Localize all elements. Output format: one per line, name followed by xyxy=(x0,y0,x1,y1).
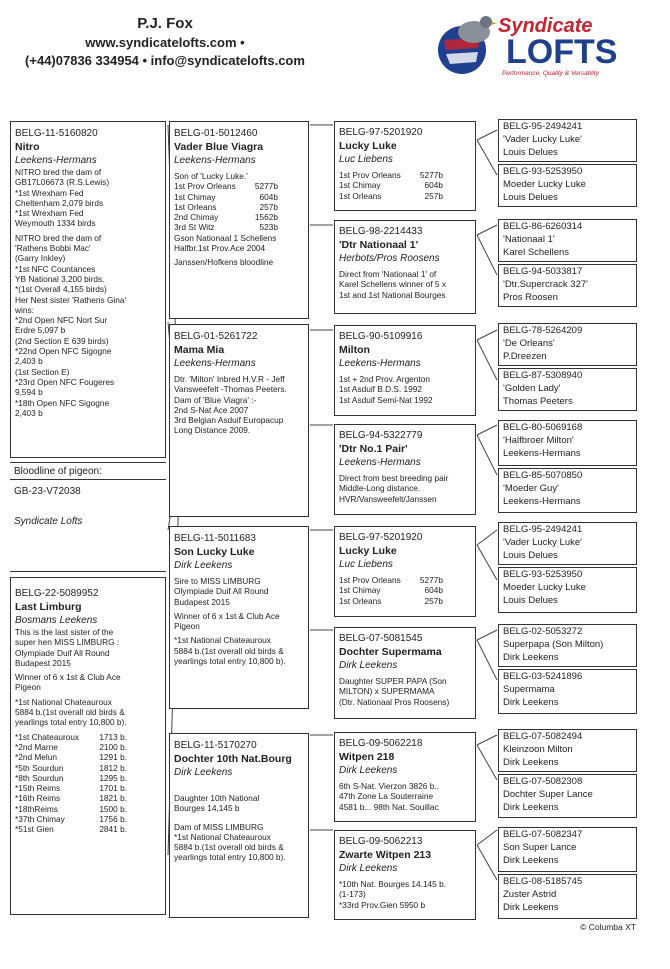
pigeon-name: Moeder Lucky Luke xyxy=(503,582,586,593)
result-row: *2nd Melun 1291 b. xyxy=(15,752,127,763)
breeder: Dirk Leekens xyxy=(503,902,559,913)
result-row: 1st Orleans 257b xyxy=(339,190,443,201)
results-list xyxy=(170,181,282,232)
result-row: 1st Prov Orleans 5277b xyxy=(339,170,443,180)
ring-number: BELG-97-5201920 xyxy=(339,127,423,138)
logo-tagline: Performance, Quality & Versatility xyxy=(502,70,599,77)
ring-number: BELG-95-2494241 xyxy=(503,524,583,535)
description: NITRO bred the dam of GB17L06673 (R.S.Lewis) *1st Wrexham Fed Cheltenham 2,079 birds *1st Wrexham Fed Weymouth 1334 birds xyxy=(15,167,110,229)
gen4-box-9[interactable] xyxy=(498,522,637,565)
description: This is the last sister of the super hen MISS LIMBURG : Olympiade Duif All Round Budapest 2015 xyxy=(15,627,120,668)
pigeon-name: Witpen 218 xyxy=(339,751,395,763)
description: Winner of 6 x 1st & Club Ace Pigeon xyxy=(15,672,121,693)
pigeon-name: 'Halfbroer Milton' xyxy=(503,435,574,446)
ring-number: BELG-98-2214433 xyxy=(339,226,423,237)
breeder: Leekens-Hermans xyxy=(174,155,256,166)
ring-number: BELG-01-5012460 xyxy=(174,128,258,139)
pigeon-name: Kleinzoon Milton xyxy=(503,744,573,755)
ring-number: BELG-09-5062218 xyxy=(339,738,423,749)
ring-number: BELG-11-5170270 xyxy=(174,740,257,751)
gen4-box-16[interactable] xyxy=(498,874,637,919)
breeder: Dirk Leekens xyxy=(174,560,233,571)
dam-box[interactable] xyxy=(10,577,166,915)
gen4-box-12[interactable] xyxy=(498,669,637,714)
result-row: 1st Prov Orleans 5277b xyxy=(339,575,443,585)
ring-number: BELG-03-5241896 xyxy=(503,671,583,682)
result-row: 2nd Chimay 1562b xyxy=(174,212,278,223)
breeder: Luc Liebens xyxy=(339,154,393,165)
pigeon-name: Last Limburg xyxy=(15,601,82,613)
gen4-box-3[interactable] xyxy=(498,219,637,262)
results-list xyxy=(335,575,447,606)
gen3-box-4[interactable] xyxy=(334,424,476,515)
pigeon-name: 'Golden Lady' xyxy=(503,383,561,394)
gen4-box-8[interactable] xyxy=(498,468,637,513)
bloodline-label: Bloodline of pigeon: xyxy=(14,466,102,477)
header-name: P.J. Fox xyxy=(137,15,193,32)
gen4-box-14[interactable] xyxy=(498,774,637,818)
result-row: 1st Chimay 604b xyxy=(339,180,443,191)
description: Sire to MISS LIMBURG Olympiade Duif All Round Budapest 2015 xyxy=(174,576,269,607)
pigeon-name: Dochter Super Lance xyxy=(503,789,593,800)
bloodline-ring: GB-23-V72038 xyxy=(14,486,81,497)
breeder: Dirk Leekens xyxy=(339,765,398,776)
description: *1st National Chateauroux 5884 b.(1st overall old birds & yearlings total entry 10,800 b). xyxy=(174,635,286,667)
pigeon-name: 'Dtr Nationaal 1' xyxy=(339,239,419,251)
dam-sire-box[interactable] xyxy=(169,526,309,709)
breeder: Bosmans Leekens xyxy=(15,615,98,626)
pigeon-name: Son Super Lance xyxy=(503,842,577,853)
results-list xyxy=(335,170,447,201)
description: Daughter 10th National Bourges 14,145 b xyxy=(174,793,260,814)
ring-number: BELG-97-5201920 xyxy=(339,532,423,543)
breeder: Dirk Leekens xyxy=(503,652,559,663)
pigeon-name: 'Nationaal 1' xyxy=(503,234,555,245)
breeder: Leekens-Hermans xyxy=(339,457,421,468)
result-row: *51st Gien 2841 b. xyxy=(15,824,127,835)
result-row: 1st Chimay 604b xyxy=(174,191,278,202)
ring-number: BELG-22-5089952 xyxy=(15,588,99,599)
copyright: © Columba XT xyxy=(580,922,636,932)
dam-dam-box[interactable] xyxy=(169,733,309,918)
pigeon-name: 'Vader Lucky Luke' xyxy=(503,134,582,145)
description: Daughter SUPER PAPA (Son MILTON) x SUPERMAMA (Dtr. Nationaal Pros Roosens) xyxy=(339,676,450,707)
result-row: 3rd St Witz 523b xyxy=(174,222,278,233)
ring-number: BELG-09-5062213 xyxy=(339,836,423,847)
gen3-box-3[interactable] xyxy=(334,325,476,416)
breeder: Leekens-Hermans xyxy=(503,496,581,507)
pigeon-name: Mama Mia xyxy=(174,344,225,356)
result-row: *2nd Marne 2100 b. xyxy=(15,741,127,752)
sire-dam-box[interactable] xyxy=(169,324,309,517)
breeder: P.Dreezen xyxy=(503,351,547,362)
description: 6th S-Nat. Vierzon 3826 b.. 47th Zone La Souterraine 4581 b... 98th Nat. Souillac xyxy=(339,781,439,812)
pigeon-name: Supermama xyxy=(503,684,555,695)
description: *10th Nat. Bourges 14.145 b. (1-173) *33rd Prov.Gien 5950 b xyxy=(339,879,447,910)
pigeon-name: Dochter Supermama xyxy=(339,646,442,658)
ring-number: BELG-94-5033817 xyxy=(503,266,583,277)
description: *1st National Chateauroux 5884 b.(1st overall old birds & yearlings total entry 10,800 b). xyxy=(15,696,127,728)
gen3-box-2[interactable] xyxy=(334,220,476,314)
breeder: Dirk Leekens xyxy=(339,660,398,671)
gen4-box-2[interactable] xyxy=(498,164,637,207)
breeder: Leekens-Hermans xyxy=(174,358,256,369)
breeder: Louis Delues xyxy=(503,192,558,203)
description: Direct from 'Nationaal 1' of Karel Schellens winner of 5 x 1st and 1st National Bourges xyxy=(339,269,446,300)
breeder: Leekens-Hermans xyxy=(15,155,97,166)
description: Direct from best breeding pair Middle-Long distance. HVR/Vansweefelt/Janssen xyxy=(339,473,449,504)
gen4-box-15[interactable] xyxy=(498,827,637,872)
result-row: *1st Chateauroux 1713 b. xyxy=(15,731,127,742)
description: Gson Nationaal 1 Schellens Halfbr.1st Prov.Ace 2004 xyxy=(174,232,277,254)
ring-number: BELG-93-5253950 xyxy=(503,166,583,177)
header-contact[interactable]: (+44)07836 334954 • info@syndicatelofts.com xyxy=(25,53,305,68)
gen3-box-1[interactable] xyxy=(334,121,476,211)
breeder: Thomas Peeters xyxy=(503,396,573,407)
pigeon-name: 'Dtr No.1 Pair' xyxy=(339,443,408,455)
ring-number: BELG-07-5081545 xyxy=(339,633,423,644)
gen3-box-5[interactable] xyxy=(334,526,476,617)
sire-sire-box[interactable] xyxy=(169,121,309,319)
sire-box[interactable] xyxy=(10,121,166,458)
breeder: Karel Schellens xyxy=(503,247,570,258)
breeder: Louis Delues xyxy=(503,550,558,561)
gen4-box-10[interactable] xyxy=(498,567,637,613)
pigeon-name: 'De Orleans' xyxy=(503,338,555,349)
pigeon-name: Nitro xyxy=(15,141,40,153)
pigeon-name: 'Vader Lucky Luke' xyxy=(503,537,582,548)
ring-number: BELG-07-5082347 xyxy=(503,829,583,840)
breeder: Dirk Leekens xyxy=(339,863,398,874)
ring-number: BELG-93-5253950 xyxy=(503,569,583,580)
pigeon-name: 'Moeder Guy' xyxy=(503,483,559,494)
breeder: Herbots/Pros Roosens xyxy=(339,253,440,264)
ring-number: BELG-07-5082308 xyxy=(503,776,583,787)
ring-number: BELG-11-5160820 xyxy=(15,128,98,139)
gen3-box-8[interactable] xyxy=(334,830,476,920)
result-row: *5th Sourdun 1812 b. xyxy=(15,762,127,773)
result-row: *16th Reims 1821 b. xyxy=(15,793,127,804)
breeder: Pros Roosen xyxy=(503,292,558,303)
breeder: Luc Liebens xyxy=(339,559,393,570)
breeder: Dirk Leekens xyxy=(174,767,233,778)
logo-brand-top: Syndicate xyxy=(498,15,593,37)
ring-number: BELG-90-5109916 xyxy=(339,331,423,342)
pigeon-name: Vader Blue Viagra xyxy=(174,141,264,153)
result-row: 1st Chimay 604b xyxy=(339,585,443,596)
pigeon-name: Zuster Astrid xyxy=(503,889,557,900)
pigeon-name: Lucky Luke xyxy=(339,140,397,152)
ring-number: BELG-85-5070850 xyxy=(503,470,583,481)
gen3-box-7[interactable] xyxy=(334,732,476,822)
pigeon-name: Moeder Lucky Luke xyxy=(503,179,586,190)
description: Janssen/Hofkens bloodline xyxy=(174,257,274,268)
ring-number: BELG-87-5308940 xyxy=(503,370,583,381)
result-row: 1st Orleans 257b xyxy=(339,595,443,606)
gen4-box-11[interactable] xyxy=(498,624,637,667)
ring-number: BELG-80-5069168 xyxy=(503,422,583,433)
result-row: 1st Orleans 257b xyxy=(174,201,278,212)
bloodline-owner: Syndicate Lofts xyxy=(14,516,83,527)
ring-number: BELG-94-5322779 xyxy=(339,430,423,441)
gen3-box-6[interactable] xyxy=(334,627,476,719)
gen4-box-4[interactable] xyxy=(498,264,637,307)
ring-number: BELG-86-6260314 xyxy=(503,221,583,232)
description: Winner of 6 x 1st & Club Ace Pigeon xyxy=(174,610,280,632)
ring-number: BELG-11-5011683 xyxy=(174,533,256,544)
gen4-box-6[interactable] xyxy=(498,368,637,411)
pigeon-name: 'Dtr.Supercrack 327' xyxy=(503,279,588,290)
ring-number: BELG-02-5053272 xyxy=(503,626,583,637)
ring-number: BELG-01-5261722 xyxy=(174,331,258,342)
breeder: Leekens-Hermans xyxy=(503,448,581,459)
description: Son of 'Lucky Luke.' xyxy=(174,171,248,181)
result-row: *8th Sourdun 1295 b. xyxy=(15,772,127,783)
pigeon-name: Dochter 10th Nat.Bourg xyxy=(174,753,292,765)
header-website[interactable]: www.syndicatelofts.com • xyxy=(85,35,245,50)
breeder: Louis Delues xyxy=(503,147,558,158)
ring-number: BELG-95-2494241 xyxy=(503,121,583,132)
logo-brand-bottom: LOFTS xyxy=(506,33,618,71)
description: Dam of MISS LIMBURG *1st National Chateauroux 5884 b.(1st overall old birds & yearlings total entry 10,800 b). xyxy=(174,821,286,863)
ring-number: BELG-78-5264209 xyxy=(503,325,583,336)
description: 1st + 2nd Prov. Argenton 1st Asduif B.D.S. 1992 1st Asduif Semi-Nat 1992 xyxy=(339,374,433,405)
pigeon-name: Son Lucky Luke xyxy=(174,546,255,558)
gen4-box-13[interactable] xyxy=(498,729,637,772)
bloodline-box xyxy=(10,462,166,572)
result-row: 1st Prov Orleans 5277b xyxy=(174,181,278,192)
breeder: Leekens-Hermans xyxy=(339,358,421,369)
gen4-box-7[interactable] xyxy=(498,420,637,466)
ring-number: BELG-07-5082494 xyxy=(503,731,583,742)
breeder: Louis Delues xyxy=(503,595,558,606)
pigeon-name: Lucky Luke xyxy=(339,545,397,557)
breeder: Dirk Leekens xyxy=(503,855,559,866)
pigeon-name: Superpapa (Son Milton) xyxy=(503,639,604,650)
breeder: Dirk Leekens xyxy=(503,802,559,813)
result-row: *18thReims 1500 b. xyxy=(15,803,127,814)
description: NITRO bred the dam of 'Rathens Bobbi Mac' (Garry Inkley) *1st NFC Countances YB National 3,200 birds. *(1st Overall 4,155 birds) Her Nest sister 'Rathens Gina' wins: *2nd Open NFC Nort Sur Erdre 5,097 b (2nd Section E 639 birds) *22nd Open NFC Sigogne 2,403 b (1st Section E) *23rd Open NFC Fougeres 9,594 b *18th Open NFC Sigogne 2,403 b xyxy=(15,232,127,418)
gen4-box-1[interactable] xyxy=(498,119,637,162)
result-row: *15th Reims 1701 b. xyxy=(15,783,127,794)
results-list xyxy=(11,732,131,835)
pigeon-name: Milton xyxy=(339,344,370,356)
result-row: *37th Chimay 1756 b. xyxy=(15,814,127,825)
breeder: Dirk Leekens xyxy=(503,697,559,708)
pigeon-name: Zwarte Witpen 213 xyxy=(339,849,432,861)
description: Dtr. 'Milton' Inbred H.V.R - Jeff Vansweefelt -Thomas Peeters. Dam of 'Blue Viagra' :- 2nd S-Nat Ace 2007 3rd Belgian Asduif Europacup Long Distance 2009. xyxy=(174,374,287,436)
ring-number: BELG-08-5185745 xyxy=(503,876,583,887)
breeder: Dirk Leekens xyxy=(503,757,559,768)
gen4-box-5[interactable] xyxy=(498,323,637,366)
